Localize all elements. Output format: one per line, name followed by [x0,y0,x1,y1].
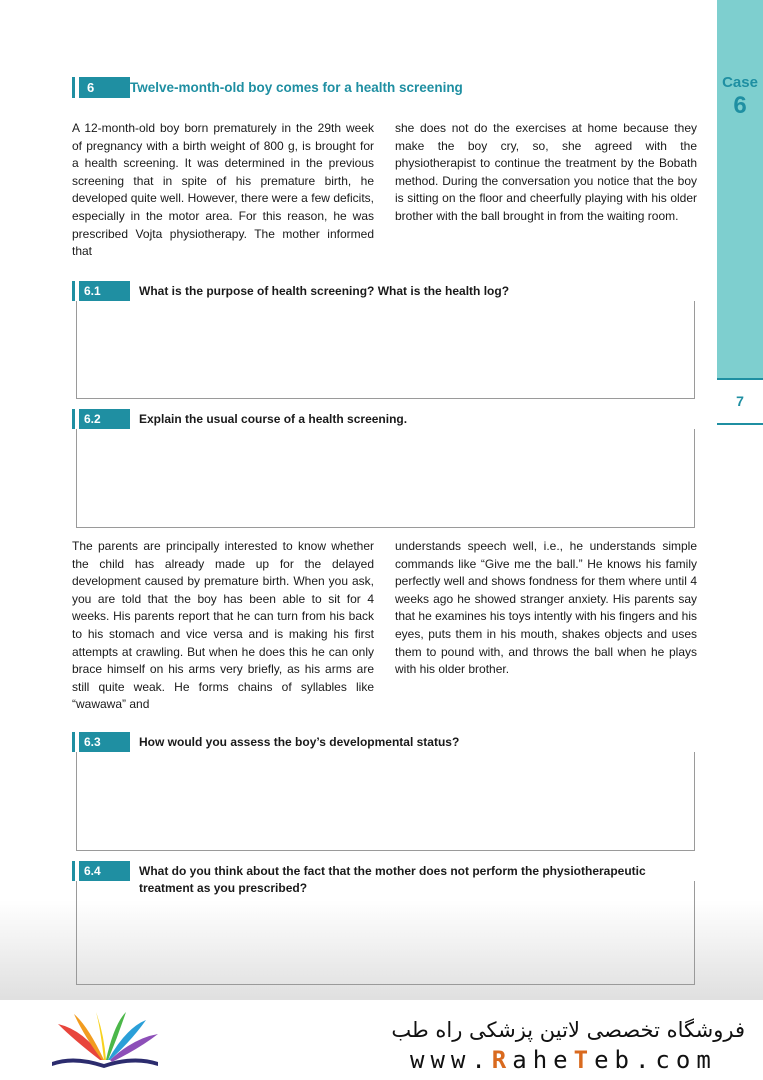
case-header [72,77,492,98]
footer-website: www.RaheTeb.com [410,1046,717,1074]
answer-box-6-3[interactable] [76,752,695,851]
question-number: 6.4 [79,861,130,881]
answer-box-6-1[interactable] [76,301,695,399]
case-title: Twelve-month-old boy comes for a health screening [130,80,463,95]
side-divider [717,378,763,380]
case-number: 6 [79,77,130,98]
middle-text-left: The parents are principally interested to know whether the child has already made up for the delayed development caused by premature birth. When you ask, you are told that the boy has been able to sit for 4 weeks. His parents report that he can turn from his back to his stomach and vice versa and is making his first attempts at crawling. But when he does this he can only brace himself on his arms very briefly, as his arms are still quite weak. He forms chains of syllables like “wawawa” and [72,539,374,712]
question-text: What do you think about the fact that the mother does not perform the physiotherapeutic treatment as you prescribed? [139,864,646,895]
question-accent-bar [72,732,75,752]
question-6-4 [72,861,697,895]
answer-box-6-2[interactable] [76,429,695,528]
question-accent-bar [72,861,75,881]
side-tab-label: Case [722,74,758,91]
page-number: 7 [736,393,744,409]
case-side-tab [717,0,763,378]
question-6-3 [72,732,697,752]
middle-text-right: understands speech well, i.e., he understands simple commands like “Give me the ball.” He knows his family perfectly well and shows fondness for them where until 4 weeks ago he showed stranger anxiety. His parents say that he examines his toys intently with his fingers and his eyes, puts them in his mouth, shakes objects and uses them to pound with, and throws the ball when he plays with his older brother. [395,539,697,677]
side-divider [717,423,763,425]
question-text: What is the purpose of health screening? What is the health log? [139,284,510,298]
question-number: 6.2 [79,409,130,429]
question-accent-bar [72,281,75,301]
footer-store-name: فروشگاه تخصصی لاتین پزشکی راه طب [391,1018,745,1042]
question-number: 6.1 [79,281,130,301]
side-tab-case-number: 6 [733,92,747,119]
header-accent-bar [72,77,75,98]
question-accent-bar [72,409,75,429]
question-text: How would you assess the boy’s developmental status? [139,735,460,749]
question-6-2 [72,409,697,429]
question-number: 6.3 [79,732,130,752]
footer-watermark [0,1000,763,1080]
question-text: Explain the usual course of a health screening. [139,412,408,426]
question-6-1 [72,281,697,301]
answer-box-6-4[interactable] [76,881,695,985]
intro-text-left: A 12-month-old boy born prematurely in the 29th week of pregnancy with a birth weight of 800 g, is brought for a health screening. It was determined in the previous screening that in spite of his premature birth, he developed quite well. However, there were a few deficits, especially in the motor area. For this reason, he was prescribed Vojta physiotherapy. The mother informed that [72,121,374,259]
book-logo-icon [44,1010,166,1068]
intro-text-right: she does not do the exercises at home because they make the boy cry, so, she agreed with the physiotherapist to continue the treatment by the Bobath method. During the conversation you notice that the boy is sitting on the floor and cheerfully playing with his older brother with the ball brought in from the waiting room. [395,121,697,223]
